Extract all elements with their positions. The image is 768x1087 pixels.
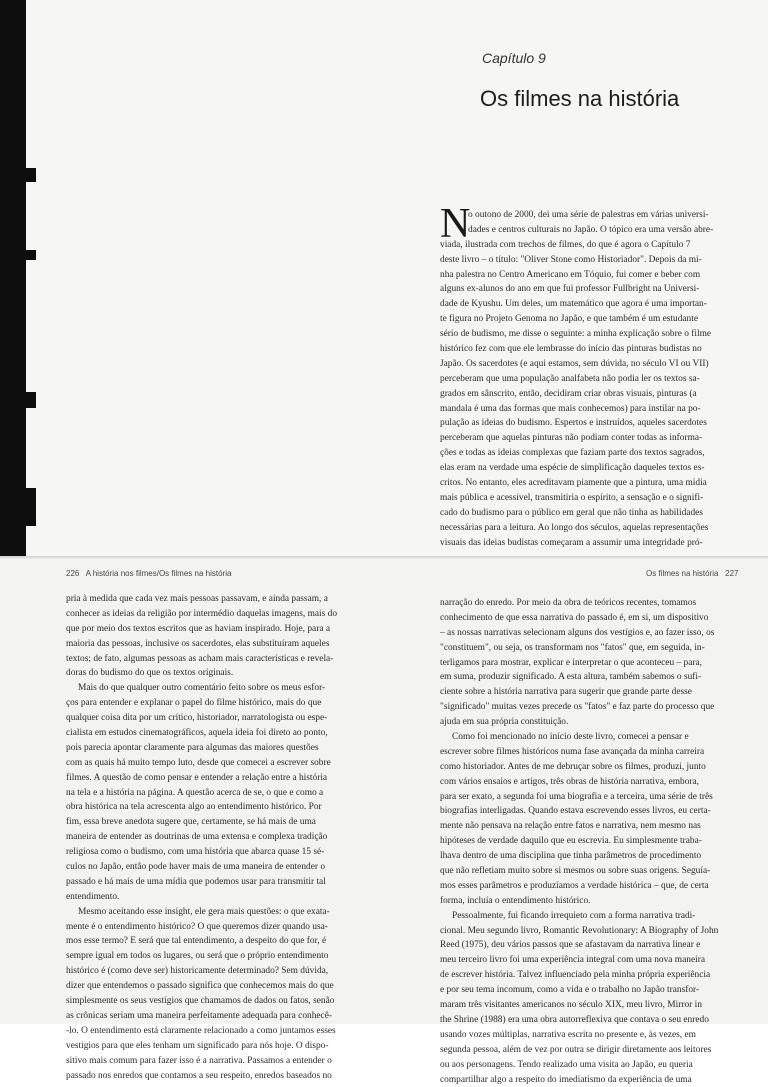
text-line: Reed (1975), deu vários passos que se afastavam da narrativa linear e xyxy=(440,938,740,953)
text-line: sério de budismo, me disse o seguinte: a minha explicação sobre o filme xyxy=(440,327,740,342)
text-line: histórico é (como deve ser) historicamente determinado? Sem dúvida, xyxy=(66,964,382,979)
text-line: dades e centros culturais no Japão. O tópico era uma versão abre- xyxy=(440,223,740,238)
page-divider xyxy=(0,556,768,559)
text-line: dade de Kyushu. Um deles, um matemático que agora é uma importan- xyxy=(440,297,740,312)
running-title-left: A história nos filmes/Os filmes na história xyxy=(86,569,232,578)
text-line: usando vozes múltiplas, narrativa escrita no presente e, às vezes, em xyxy=(440,1028,740,1043)
text-line: para ser exato, a segunda foi uma biografia e a terceira, uma série de três xyxy=(440,790,740,805)
text-line: "constituem", ou seja, os transformam nos "fatos" que, em seguida, in- xyxy=(440,641,740,656)
text-line: conhecimento de que essa narrativa do passado é, em si, um dispositivo xyxy=(440,611,740,626)
text-line: de escrever história. Talvez influenciado pela minha própria experiência xyxy=(440,968,740,983)
text-line: que por meio dos textos escritos que as haviam inspirado. Hoje, para a xyxy=(66,622,382,637)
text-line: compartilhar algo a respeito do imediatismo da experiência de uma xyxy=(440,1073,740,1087)
text-line: cialista em estudos cinematográficos, aquela ideia foi direto ao ponto, xyxy=(66,726,382,741)
text-line: ciente sobre a história narrativa para sugerir que grande parte desse xyxy=(440,685,740,700)
text-line: ou aos personagens. Tendo realizado uma visita ao Japão, eu queria xyxy=(440,1058,740,1073)
text-line: filmes. A questão de como pensar e entender a relação entre a história xyxy=(66,771,382,786)
text-line: mos esse termo? E será que tal entendimento, a despeito do que for, é xyxy=(66,934,382,949)
text-line: nha palestra no Centro Americano em Tóquio, fui comer e beber com xyxy=(440,268,740,283)
text-line: necessárias para a leitura. Ao longo dos séculos, aquelas representações xyxy=(440,521,740,536)
text-line: mandala é uma das formas que mais conhecemos) para instilar na po- xyxy=(440,402,740,417)
text-line: fim, essa breve anedota sugere que, certamente, se há mais de uma xyxy=(66,815,382,830)
text-line: narração do enredo. Por meio da obra de teóricos recentes, tomamos xyxy=(440,596,740,611)
text-line: as crônicas seriam uma maneira perfeitamente adequada para conhecê- xyxy=(66,1009,382,1024)
text-line: te figura no Projeto Genoma no Japão, e que também é um estudante xyxy=(440,312,740,327)
text-line: Japão. Os sacerdotes (e aqui estamos, sem dúvida, no século VI ou VII) xyxy=(440,357,740,372)
text-line: conhecer as ideias da religião por intermédio daquelas imagens, mais do xyxy=(66,607,382,622)
text-line: pois parecia apontar claramente para algumas das maiores questões xyxy=(66,741,382,756)
text-line: e por seu tema incomum, como a vida e o trabalho no Japão transfor- xyxy=(440,983,740,998)
text-line: Mesmo aceitando esse insight, ele gera mais questões: o que exata- xyxy=(66,905,382,920)
text-line: meu terceiro livro foi uma experiência integral com uma nova maneira xyxy=(440,953,740,968)
text-line: obra histórica na tela acrescenta algo ao entendimento histórico. Por xyxy=(66,800,382,815)
text-line: viada, ilustrada com trechos de filmes, do que é agora o Capítulo 7 xyxy=(440,238,740,253)
scan-edge-notch xyxy=(26,392,36,408)
text-line: que não refletiam muito sobre si mesmos ou sobre suas origens. Seguía- xyxy=(440,864,740,879)
text-line: culos no Japão, então pode haver mais de uma maneira de entender o xyxy=(66,860,382,875)
text-line: perceberam que aquelas pinturas não podiam conter todas as informa- xyxy=(440,431,740,446)
page-number-left: 226 xyxy=(66,569,79,578)
text-line: perceberam que uma população analfabeta não podia ler os textos sa- xyxy=(440,372,740,387)
text-line: mente é o entendimento histórico? O que queremos dizer quando usa- xyxy=(66,920,382,935)
text-line: grados em sânscrito, então, decidiram criar obras visuais, pinturas (a xyxy=(440,387,740,402)
text-line: passado nos enredos que contamos a seu respeito, enredos baseados no xyxy=(66,1069,382,1084)
text-line: sempre igual em todos os lugares, ou será que o próprio entendimento xyxy=(66,949,382,964)
drop-cap: N xyxy=(440,203,470,245)
text-line: ços para entender e explanar o papel do filme histórico, mais do que xyxy=(66,696,382,711)
text-line: the Shrine (1988) era uma obra autorreflexiva que contava o seu enredo xyxy=(440,1013,740,1028)
running-head-right xyxy=(646,569,739,578)
scan-edge-notch xyxy=(26,168,36,182)
text-line: religiosa como o budismo, com uma história que abarca quase 15 sé- xyxy=(66,845,382,860)
text-line: pulação as ideias do budismo. Espertos e instruídos, aqueles sacerdotes xyxy=(440,416,740,431)
text-line: pria à medida que cada vez mais pessoas passavam, e ainda passam, a xyxy=(66,592,382,607)
text-line: maram três visitantes americanos no século XIX, meu livro, Mirror in xyxy=(440,998,740,1013)
right-page-text xyxy=(440,596,740,1087)
text-line: qualquer coisa dita por um crítico, historiador, narratologista ou espe- xyxy=(66,711,382,726)
page-number-right: 227 xyxy=(725,569,738,578)
opening-text xyxy=(440,208,740,550)
text-line: entendimento. xyxy=(66,890,382,905)
text-line: na tela e a história na página. A questão acerca de se, o que e como a xyxy=(66,786,382,801)
text-line: histórico fez com que ele lembrasse do início das pinturas budistas no xyxy=(440,342,740,357)
scan-edge-notch xyxy=(26,250,36,260)
text-line: – as nossas narrativas selecionam alguns dos vestígios e, ao fazer isso, os xyxy=(440,626,740,641)
text-line: com vários ensaios e artigos, três obras de história narrativa, embora, xyxy=(440,775,740,790)
text-line: como historiador. Antes de me debruçar sobre os filmes, produzi, junto xyxy=(440,760,740,775)
text-line: com as quais há muito tempo luto, desde que comecei a escrever sobre xyxy=(66,756,382,771)
text-line: textos; de fato, algumas pessoas as acham mais características e revela- xyxy=(66,652,382,667)
text-line: lhava dentro de uma disciplina que tinha parâmetros de procedimento xyxy=(440,849,740,864)
text-line: em suma, produzir significado. A esta altura, também sabemos o sufi- xyxy=(440,670,740,685)
scan-dark-edge xyxy=(0,0,26,556)
text-line: mente não pensava na relação entre fatos e narrativa, nem mesmo nas xyxy=(440,819,740,834)
text-line: cado do budismo para o público em geral que não tinha as habilidades xyxy=(440,506,740,521)
running-head-left xyxy=(66,569,231,578)
text-line: cional. Meu segundo livro, Romantic Revolutionary: A Biography of John xyxy=(440,924,740,939)
text-line: mos esses parâmetros e produzíamos a verdade histórica – que, de certa xyxy=(440,879,740,894)
text-line: biografias interligadas. Quando estava escrevendo esses livros, eu certa- xyxy=(440,804,740,819)
text-line: deste livro – o título: "Oliver Stone como Historiador". Depois da mi- xyxy=(440,253,740,268)
scan-edge-notch xyxy=(26,488,36,526)
text-line: sitivo mais comum para fazer isso é a narrativa. Passamos a entender o xyxy=(66,1054,382,1069)
text-line: simplesmente os seus vestígios que chamamos de dados ou fatos, senão xyxy=(66,994,382,1009)
text-line: Como foi mencionado no início deste livro, comecei a pensar e xyxy=(440,730,740,745)
text-line: doras do budismo do que os textos originais. xyxy=(66,666,382,681)
text-line: maneira de entender as doutrinas de uma extensa e complexa tradição xyxy=(66,830,382,845)
text-line: critos. No entanto, eles acreditavam piamente que a pintura, uma mídia xyxy=(440,476,740,491)
text-line: Mais do que qualquer outro comentário feito sobre os meus esfor- xyxy=(66,681,382,696)
text-line: maioria das pessoas, inclusive os sacerdotes, elas substituíram aqueles xyxy=(66,637,382,652)
text-line: "significado" muitas vezes precede os "fatos" e faz parte do processo que xyxy=(440,700,740,715)
text-line: ções e todas as ideias complexas que faziam parte dos textos sagrados, xyxy=(440,446,740,461)
text-line: alguns ex-alunos do ano em que fui professor Fullbright na Universi- xyxy=(440,282,740,297)
text-line: hipóteses de verdade daquilo que eu escrevia. Eu simplesmente traba- xyxy=(440,834,740,849)
text-line: vestígios para que eles tenham um significado para nós hoje. O dispo- xyxy=(66,1039,382,1054)
text-line: passado e há mais de uma mídia que podemos usar para transmitir tal xyxy=(66,875,382,890)
text-line: ajuda em sua própria constituição. xyxy=(440,715,740,730)
text-line: terligamos para mostrar, explicar e interpretar o que aconteceu – para, xyxy=(440,656,740,671)
left-page-text xyxy=(66,592,382,1083)
chapter-label: Capítulo 9 xyxy=(482,50,546,66)
text-line: o outono de 2000, dei uma série de palestras em várias universi- xyxy=(440,208,740,223)
text-line: forma, incluía o entendimento histórico. xyxy=(440,894,740,909)
text-line: visuais das ideias budistas começaram a assumir uma integridade pró- xyxy=(440,536,740,551)
running-title-right: Os filmes na história xyxy=(646,569,718,578)
text-line: escrever sobre filmes históricos numa fase avançada da minha carreira xyxy=(440,745,740,760)
text-line: elas eram na verdade uma espécie de simplificação daqueles textos es- xyxy=(440,461,740,476)
text-line: segunda pessoa, além de vez por outra se dirigir diretamente aos leitores xyxy=(440,1043,740,1058)
text-line: -lo. O entendimento está claramente relacionado a como juntamos esses xyxy=(66,1024,382,1039)
chapter-title: Os filmes na história xyxy=(480,86,679,112)
text-line: Pessoalmente, fui ficando irrequieto com a forma narrativa tradi- xyxy=(440,909,740,924)
text-line: mais pública e acessível, transmitiria o espírito, a sensação e o signifi- xyxy=(440,491,740,506)
text-line: dizer que entendemos o passado significa que conhecemos mais do que xyxy=(66,979,382,994)
